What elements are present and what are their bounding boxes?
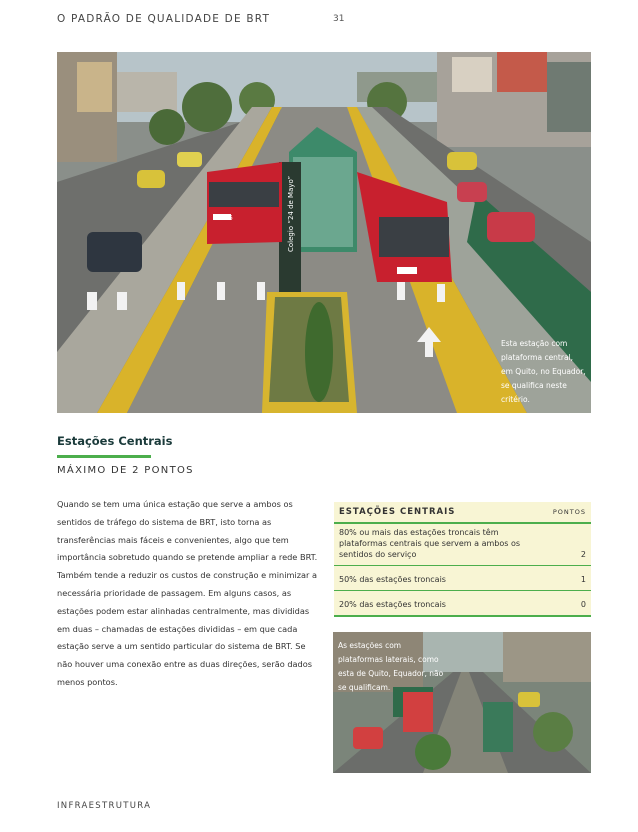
table-header-label: ESTAÇÕES CENTRAIS [339,507,456,517]
table-row [334,566,591,591]
scoring-table [334,502,591,617]
row-label: 80% ou mais das estações troncais têm plataformas centrais que servem a ambos os sentidos do serviço [339,528,521,559]
main-photo [57,52,591,413]
page-number: 31 [333,14,345,24]
section-body-text: Quando se tem uma única estação que serve a ambos os sentidos de tráfego do sistema de BRT, isto torna as transferências mais fáceis e convenientes, algo que tem importância sobretudo quando se pretende ampliar a rede BRT. Também tende a reduzir os custos de construção e minimizar a necessária prioridade de passagem. Em alguns casos, as estações podem estar alinhadas centralmente, mas divididas em duas – chamadas de estações divididas – em que cada estação serve a um sentido particular do sistema de BRT. Se não houver uma conexão entre as duas direções, serão dados menos pontos. [57,499,318,687]
table-header-points: PONTOS [552,508,586,516]
table-row [334,524,591,566]
max-points-heading: MÁXIMO DE 2 PONTOS [57,465,194,476]
table-row [334,591,591,617]
row-points: 0 [580,600,586,609]
main-photo-caption: Esta estação com plataforma central, em Quito, no Equador, se qualifica neste critério. [501,339,586,404]
row-label: 20% das estações troncais [339,600,446,609]
running-header: O PADRÃO DE QUALIDADE DE BRT [57,13,271,25]
table-header [334,502,591,524]
side-platform-photo [333,632,591,773]
row-points: 1 [580,575,586,584]
bus-right-number: D016 [398,267,417,275]
row-points: 2 [580,550,586,559]
row-label: 50% das estações troncais [339,575,446,584]
section-title: Estações Centrais [57,434,173,448]
section-divider [57,455,151,458]
bus-left-number: D006 [214,214,233,222]
side-platform-caption: As estações com plataformas laterais, como esta de Quito, Equador, não se qualificam. [338,641,444,692]
running-footer: INFRAESTRUTURA [57,801,152,811]
station-sign-text: Colegio “24 de Mayo” [287,175,295,252]
